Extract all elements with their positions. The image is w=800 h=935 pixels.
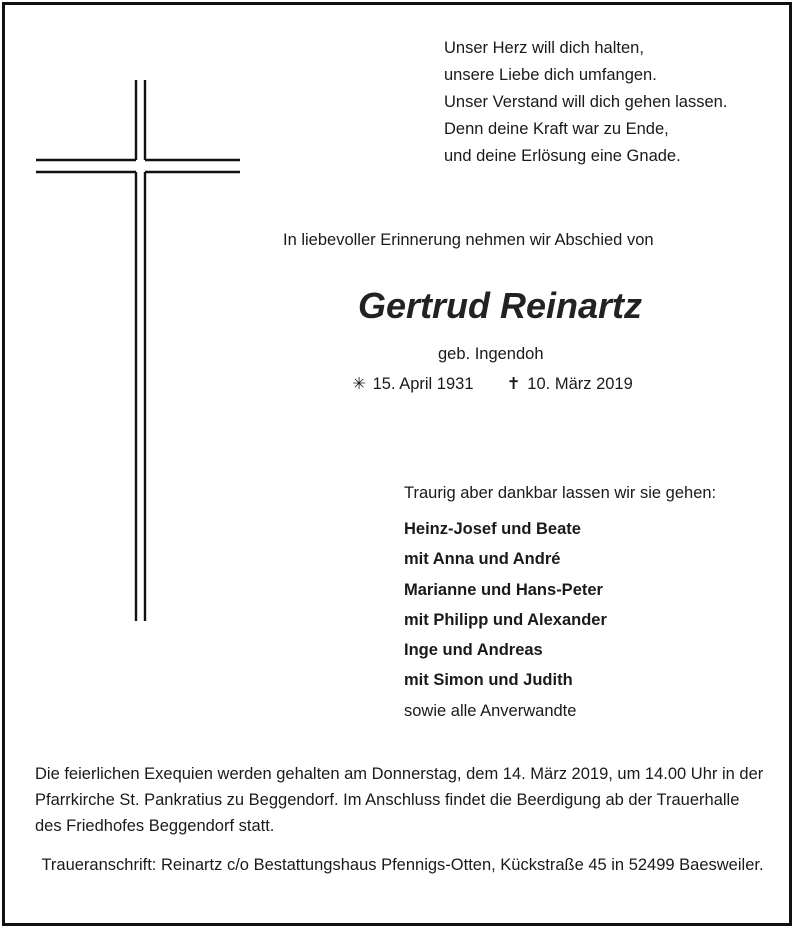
mourner-line: mit Philipp und Alexander — [404, 610, 607, 629]
mourner-line: mit Anna und André — [404, 550, 561, 569]
deceased-name: Gertrud Reinartz — [357, 285, 643, 326]
death-cross-icon: ✝ — [506, 375, 521, 393]
birth-star-icon: ✳ — [352, 375, 366, 393]
death-date: 10. März 2019 — [527, 375, 633, 393]
mourner-line: Inge und Andreas — [404, 641, 543, 660]
poem-line: unsere Liebe dich umfangen. — [444, 66, 657, 84]
mourner-line: mit Simon und Judith — [404, 671, 573, 690]
mourning-address: Traueranschrift: Reinartz c/o Bestattungshaus Pfennigs-Otten, Kückstraße 45 in 52499 Baesweiler. — [41, 856, 764, 874]
mourners-list — [404, 514, 784, 726]
mourner-line: Marianne und Hans-Peter — [404, 580, 603, 599]
poem-line: Unser Verstand will dich gehen lassen. — [444, 93, 728, 111]
mourners-closing: sowie alle Anverwandte — [404, 701, 577, 720]
poem-line: und deine Erlösung eine Gnade. — [444, 147, 681, 165]
maiden-name: geb. Ingendoh — [438, 345, 544, 363]
poem-line: Unser Herz will dich halten, — [444, 39, 644, 57]
poem — [444, 35, 784, 170]
birth-date: 15. April 1931 — [372, 375, 474, 393]
farewell-intro: In liebevoller Erinnerung nehmen wir Abschied von — [283, 231, 654, 249]
mourners-intro: Traurig aber dankbar lassen wir sie gehen: — [404, 484, 717, 502]
poem-line: Denn deine Kraft war zu Ende, — [444, 120, 669, 138]
service-details: Die feierlichen Exequien werden gehalten am Donnerstag, dem 14. März 2019, um 14.00 Uhr in der Pfarrkirche St. Pankratius zu Beggendorf. Im Anschluss findet die Beerdigung ab der Trauerhalle des Friedhofes Beggendorf statt. — [35, 765, 764, 835]
life-dates — [350, 372, 770, 396]
mourner-line: Heinz-Josef und Beate — [404, 520, 581, 538]
